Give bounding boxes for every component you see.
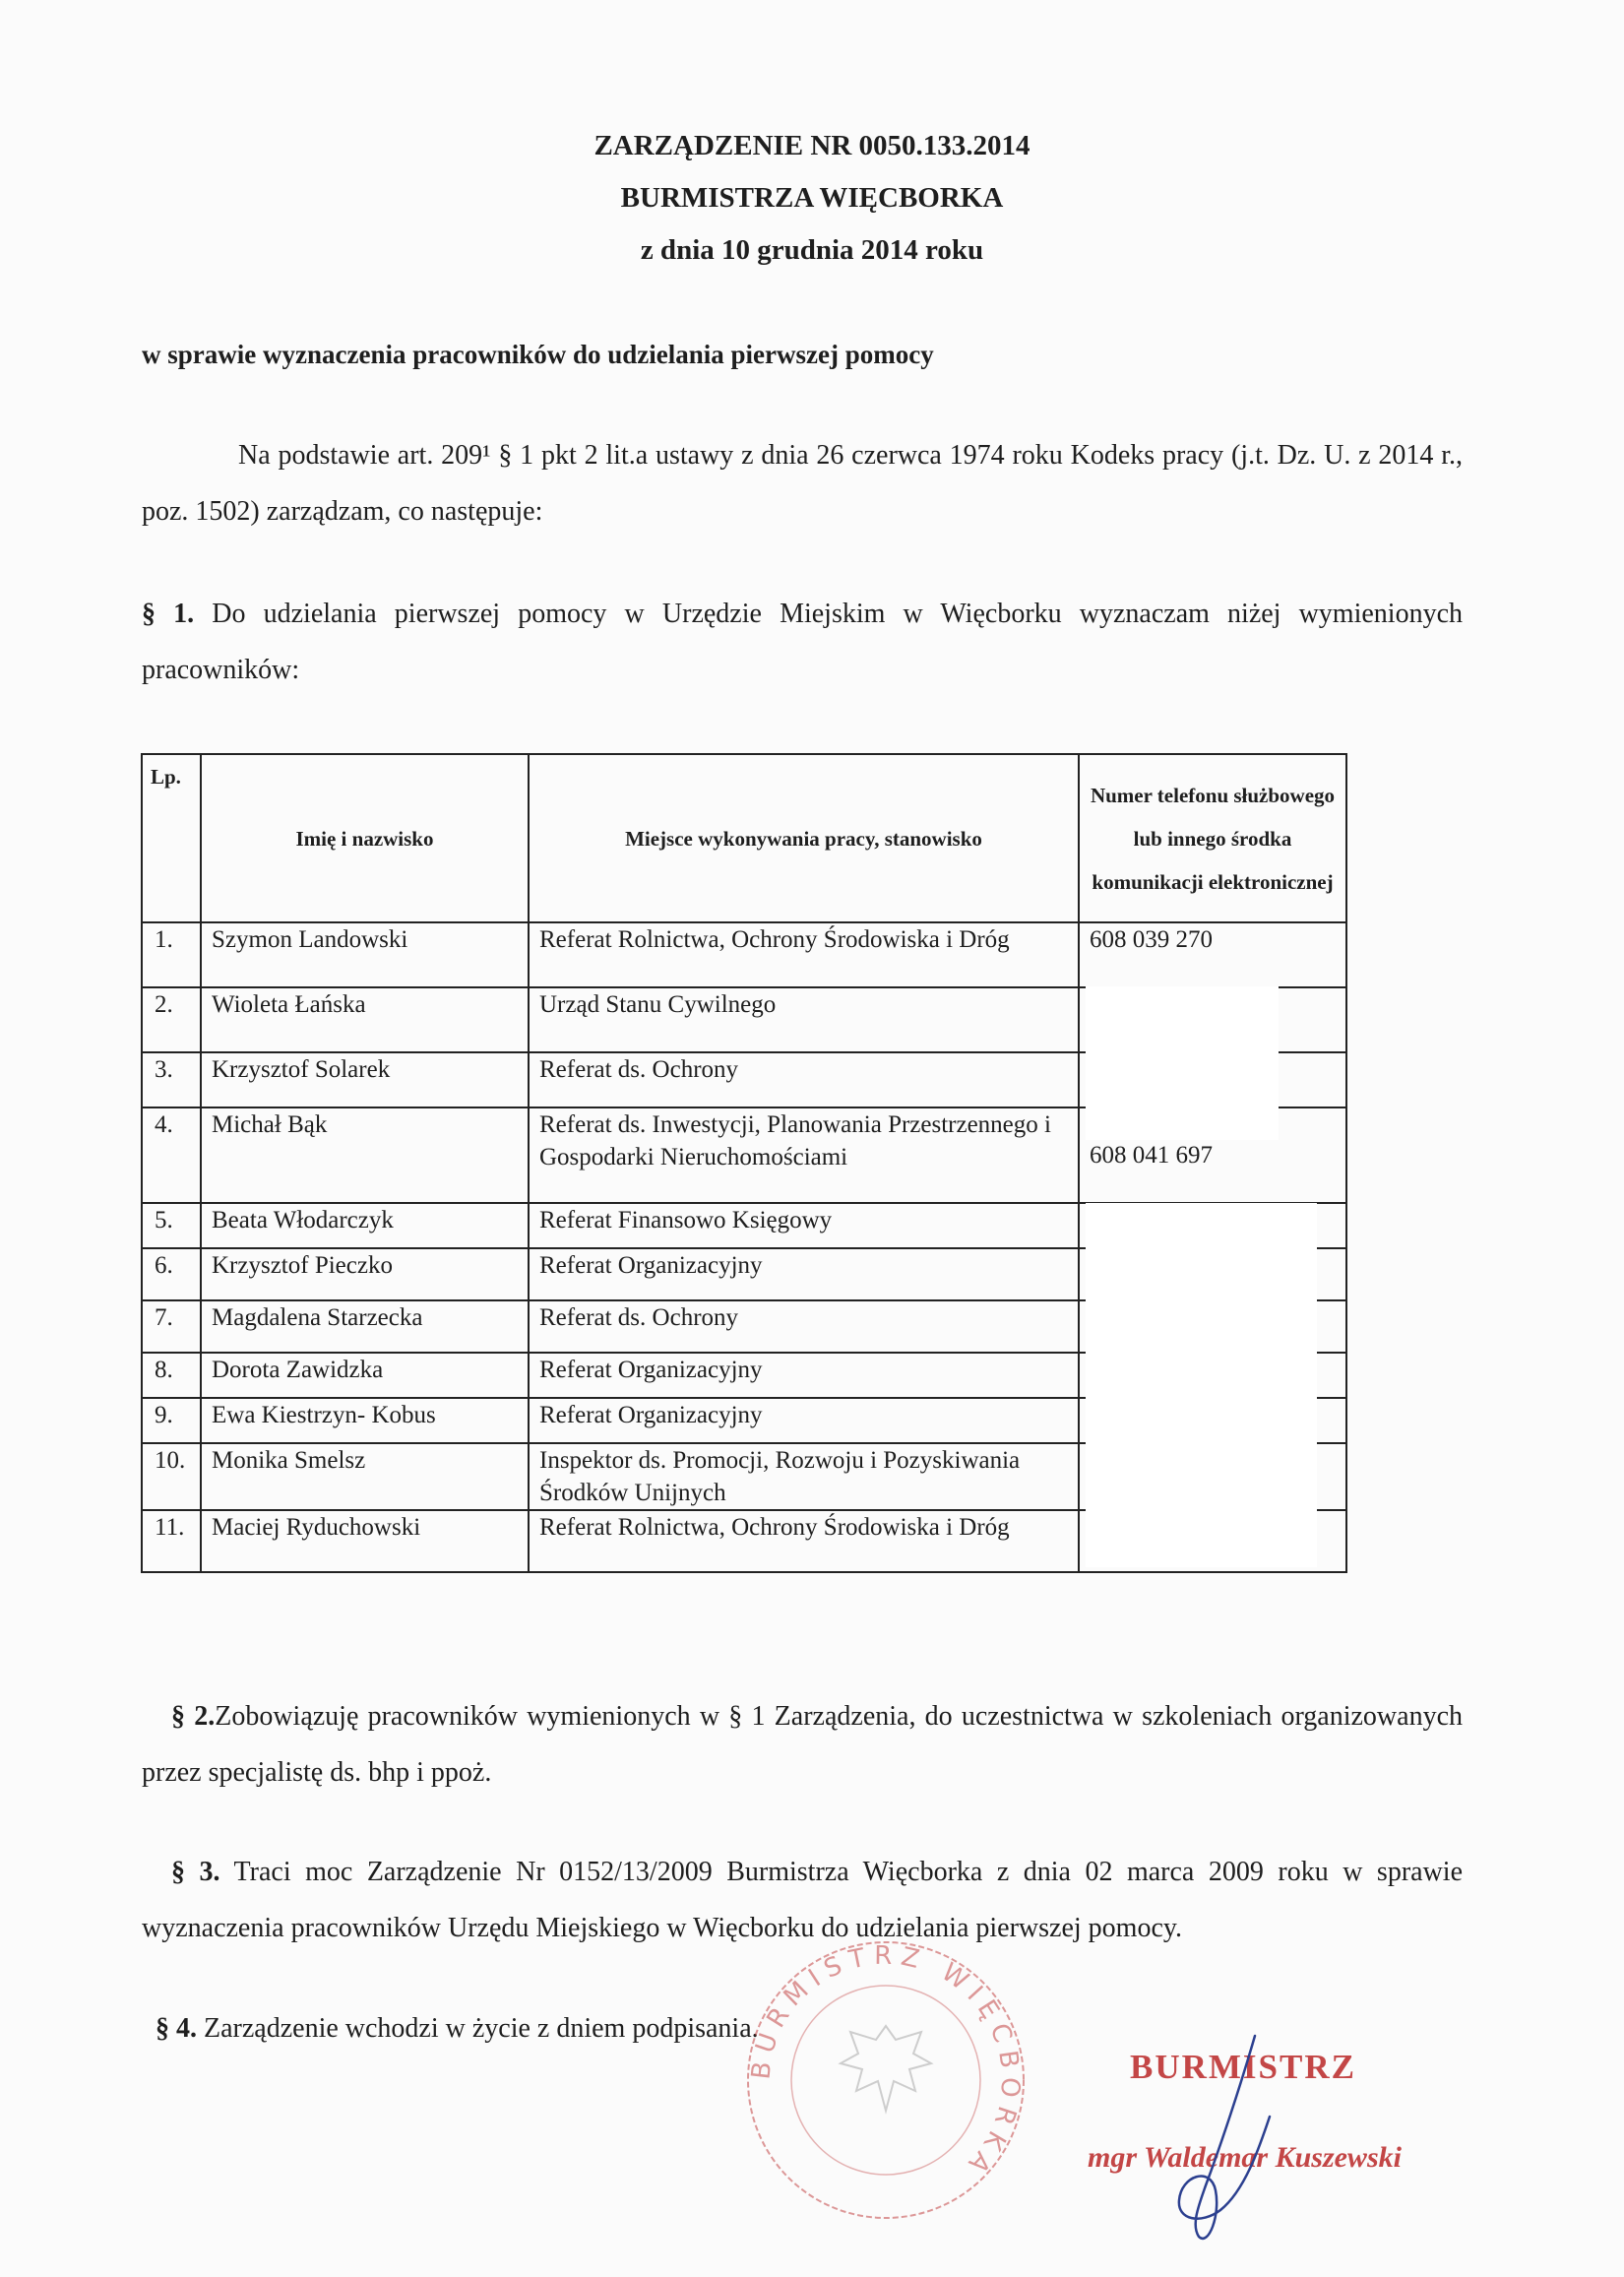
section-1-label: § 1. [142, 599, 195, 629]
col-header-place: Miejsce wykonywania pracy, stanowisko [529, 754, 1079, 922]
row-name-cell: Szymon Landowski [201, 922, 529, 987]
preamble [142, 427, 1463, 539]
row-name-cell: Wioleta Łańska [201, 987, 529, 1052]
table-row [142, 922, 1346, 987]
row-name-cell: Magdalena Starzecka [201, 1300, 529, 1353]
col-header-phone: Numer telefonu służbowego lub innego środka komunikacji elektronicznej [1079, 754, 1346, 922]
row-lp-cell: 6. [142, 1248, 201, 1300]
row-lp-cell: 11. [142, 1510, 201, 1572]
row-lp-cell: 1. [142, 922, 201, 987]
section-2-label: § 2. [171, 1701, 216, 1732]
row-lp-cell: 10. [142, 1443, 201, 1510]
row-place-cell: Referat Organizacyjny [529, 1353, 1079, 1398]
row-place-cell: Referat Organizacyjny [529, 1398, 1079, 1443]
row-place-cell: Referat ds. Ochrony [529, 1052, 1079, 1107]
row-lp-cell: 4. [142, 1107, 201, 1203]
row-lp-cell: 5. [142, 1203, 201, 1248]
svg-text:BURMISTRZ WIĘCBORKA [746, 1941, 1025, 2184]
row-place-cell: Referat Finansowo Księgowy [529, 1203, 1079, 1248]
section-1-text: Do udzielania pierwszej pomocy w Urzędzie Miejskim w Więcborku wyznaczam niżej wymienionych pracowników: [142, 599, 1463, 685]
row-lp-cell: 3. [142, 1052, 201, 1107]
section-4-text: Zarządzenie wchodzi w życie z dniem podpisania. [197, 2013, 759, 2044]
section-3-label: § 3. [171, 1857, 220, 1887]
subject-line: w sprawie wyznaczenia pracowników do udzielania pierwszej pomocy [142, 340, 934, 369]
row-name-cell: Monika Smelsz [201, 1443, 529, 1510]
issuer: BURMISTRZA WIĘCBORKA [620, 182, 1004, 214]
preamble-text: Na podstawie art. 209¹ § 1 pkt 2 lit.a ustawy z dnia 26 czerwca 1974 roku Kodeks pracy (j.t. Dz. U. z 2014 r., poz. 1502) zarządzam, co następuje: [142, 440, 1463, 527]
row-lp-cell: 8. [142, 1353, 201, 1398]
handwritten-signature [1161, 2028, 1280, 2245]
row-place-cell: Referat Rolnictwa, Ochrony Środowiska i Dróg [529, 1510, 1079, 1572]
official-stamp [738, 1932, 1033, 2228]
col-header-name: Imię i nazwisko [201, 754, 529, 922]
section-3-text: Traci moc Zarządzenie Nr 0152/13/2009 Burmistrza Więcborka z dnia 02 marca 2009 roku w sprawie wyznaczenia pracowników Urzędu Miejskiego w Więcborku do udzielania pierwszej pomocy. [142, 1857, 1464, 1943]
row-phone-cell: 608 039 270 [1079, 922, 1346, 987]
document-number: ZARZĄDZENIE NR 0050.133.2014 [593, 130, 1031, 161]
section-2 [142, 1688, 1463, 1801]
issue-date: z dnia 10 grudnia 2014 roku [640, 234, 984, 266]
eagle-emblem-icon [841, 2026, 931, 2111]
redaction-block [1086, 1203, 1317, 1567]
row-place-cell: Referat Rolnictwa, Ochrony Środowiska i Dróg [529, 922, 1079, 987]
row-place-cell: Urząd Stanu Cywilnego [529, 987, 1079, 1052]
row-place-cell: Referat ds. Inwestycji, Planowania Przestrzennego i Gospodarki Nieruchomościami [529, 1107, 1079, 1203]
row-name-cell: Dorota Zawidzka [201, 1353, 529, 1398]
section-4-label: § 4. [156, 2013, 197, 2044]
signature-title: BURMISTRZ [1130, 2048, 1356, 2086]
row-name-cell: Ewa Kiestrzyn- Kobus [201, 1398, 529, 1443]
signatory-name: mgr Waldemar Kuszewski [1088, 2141, 1402, 2174]
row-lp-cell: 7. [142, 1300, 201, 1353]
redaction-block [1086, 986, 1279, 1140]
row-name-cell: Krzysztof Pieczko [201, 1248, 529, 1300]
row-place-cell: Inspektor ds. Promocji, Rozwoju i Pozyskiwania Środków Unijnych [529, 1443, 1079, 1510]
row-lp-cell: 9. [142, 1398, 201, 1443]
section-2-text: Zobowiązuję pracowników wymienionych w § 1 Zarządzenia, do uczestnictwa w szkoleniach organizowanych przez specjalistę ds. bhp i ppoż. [142, 1701, 1464, 1788]
col-header-lp: Lp. [142, 754, 201, 922]
row-phone-cell: 608 041 697 [1079, 1107, 1346, 1203]
row-lp-cell: 2. [142, 987, 201, 1052]
row-name-cell: Krzysztof Solarek [201, 1052, 529, 1107]
row-place-cell: Referat Organizacyjny [529, 1248, 1079, 1300]
row-name-cell: Beata Włodarczyk [201, 1203, 529, 1248]
table-header-row [142, 754, 1346, 922]
section-1 [142, 586, 1463, 698]
row-name-cell: Maciej Ryduchowski [201, 1510, 529, 1572]
row-place-cell: Referat ds. Ochrony [529, 1300, 1079, 1353]
row-name-cell: Michał Bąk [201, 1107, 529, 1203]
stamp-text: BURMISTRZ WIĘCBORKA [746, 1940, 1026, 2184]
